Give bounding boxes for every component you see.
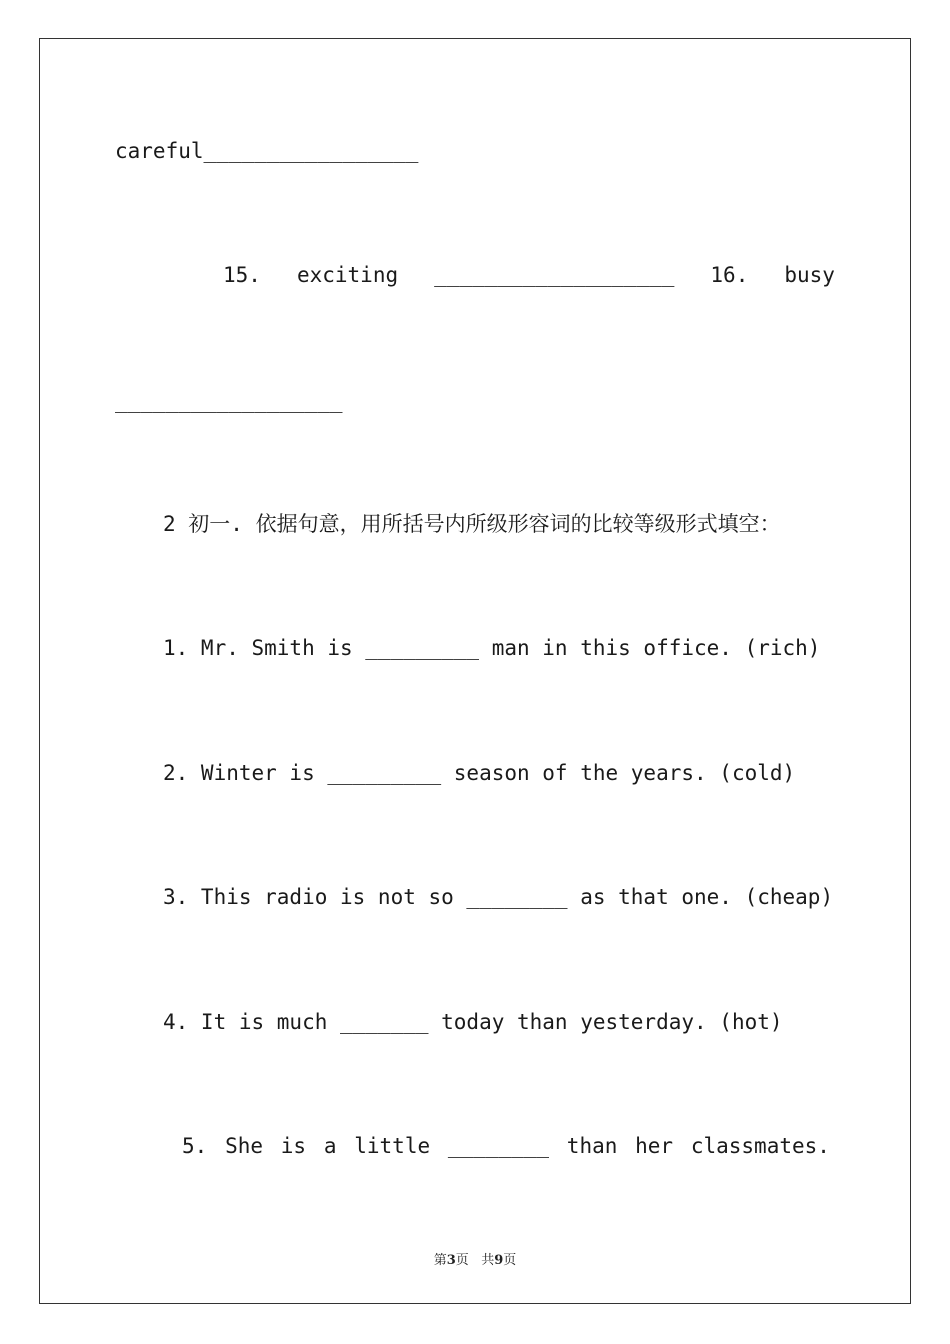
item-16-word: busy xyxy=(784,263,835,287)
item-16-number: 16. xyxy=(710,263,749,287)
q5-word: little xyxy=(354,1134,431,1158)
question-4: 4. It is much _______ today than yesterday. (hot) xyxy=(163,1010,783,1034)
page-frame xyxy=(39,38,911,1304)
footer-total-pages: 9 xyxy=(494,1253,504,1268)
q5-word: than xyxy=(566,1134,618,1158)
footer-mid: 页 共 xyxy=(455,1253,495,1268)
section-heading: 2 初一. 依据句意，用所括号内所级形容词的比较等级形式填空： xyxy=(163,512,781,536)
item-16-blank: __________________ xyxy=(115,389,343,413)
item-15-word: exciting xyxy=(296,263,399,287)
question-5 xyxy=(182,1136,830,1157)
answer-line-careful: careful_________________ xyxy=(115,139,419,163)
page-footer xyxy=(0,1249,950,1268)
q5-word: is xyxy=(280,1134,307,1158)
q5-word: a xyxy=(323,1134,337,1158)
item-15-number: 15. xyxy=(223,263,261,287)
footer-suffix: 页 xyxy=(503,1253,517,1268)
q5-number: 5. xyxy=(182,1134,208,1158)
question-3: 3. This radio is not so ________ as that one. (cheap) xyxy=(163,885,834,909)
question-2: 2. Winter is _________ season of the years. (cold) xyxy=(163,761,796,785)
question-1: 1. Mr. Smith is _________ man in this office. (rich) xyxy=(163,636,821,660)
footer-page-number: 3 xyxy=(446,1253,456,1268)
item-15-blank: ___________________ xyxy=(434,263,675,287)
q5-blank: ________ xyxy=(447,1134,550,1158)
footer-prefix: 第 xyxy=(433,1253,447,1268)
q5-word: her xyxy=(635,1134,674,1158)
q5-word: classmates. xyxy=(690,1134,830,1158)
answer-row-15-16 xyxy=(223,265,835,286)
q5-word: She xyxy=(225,1134,263,1158)
